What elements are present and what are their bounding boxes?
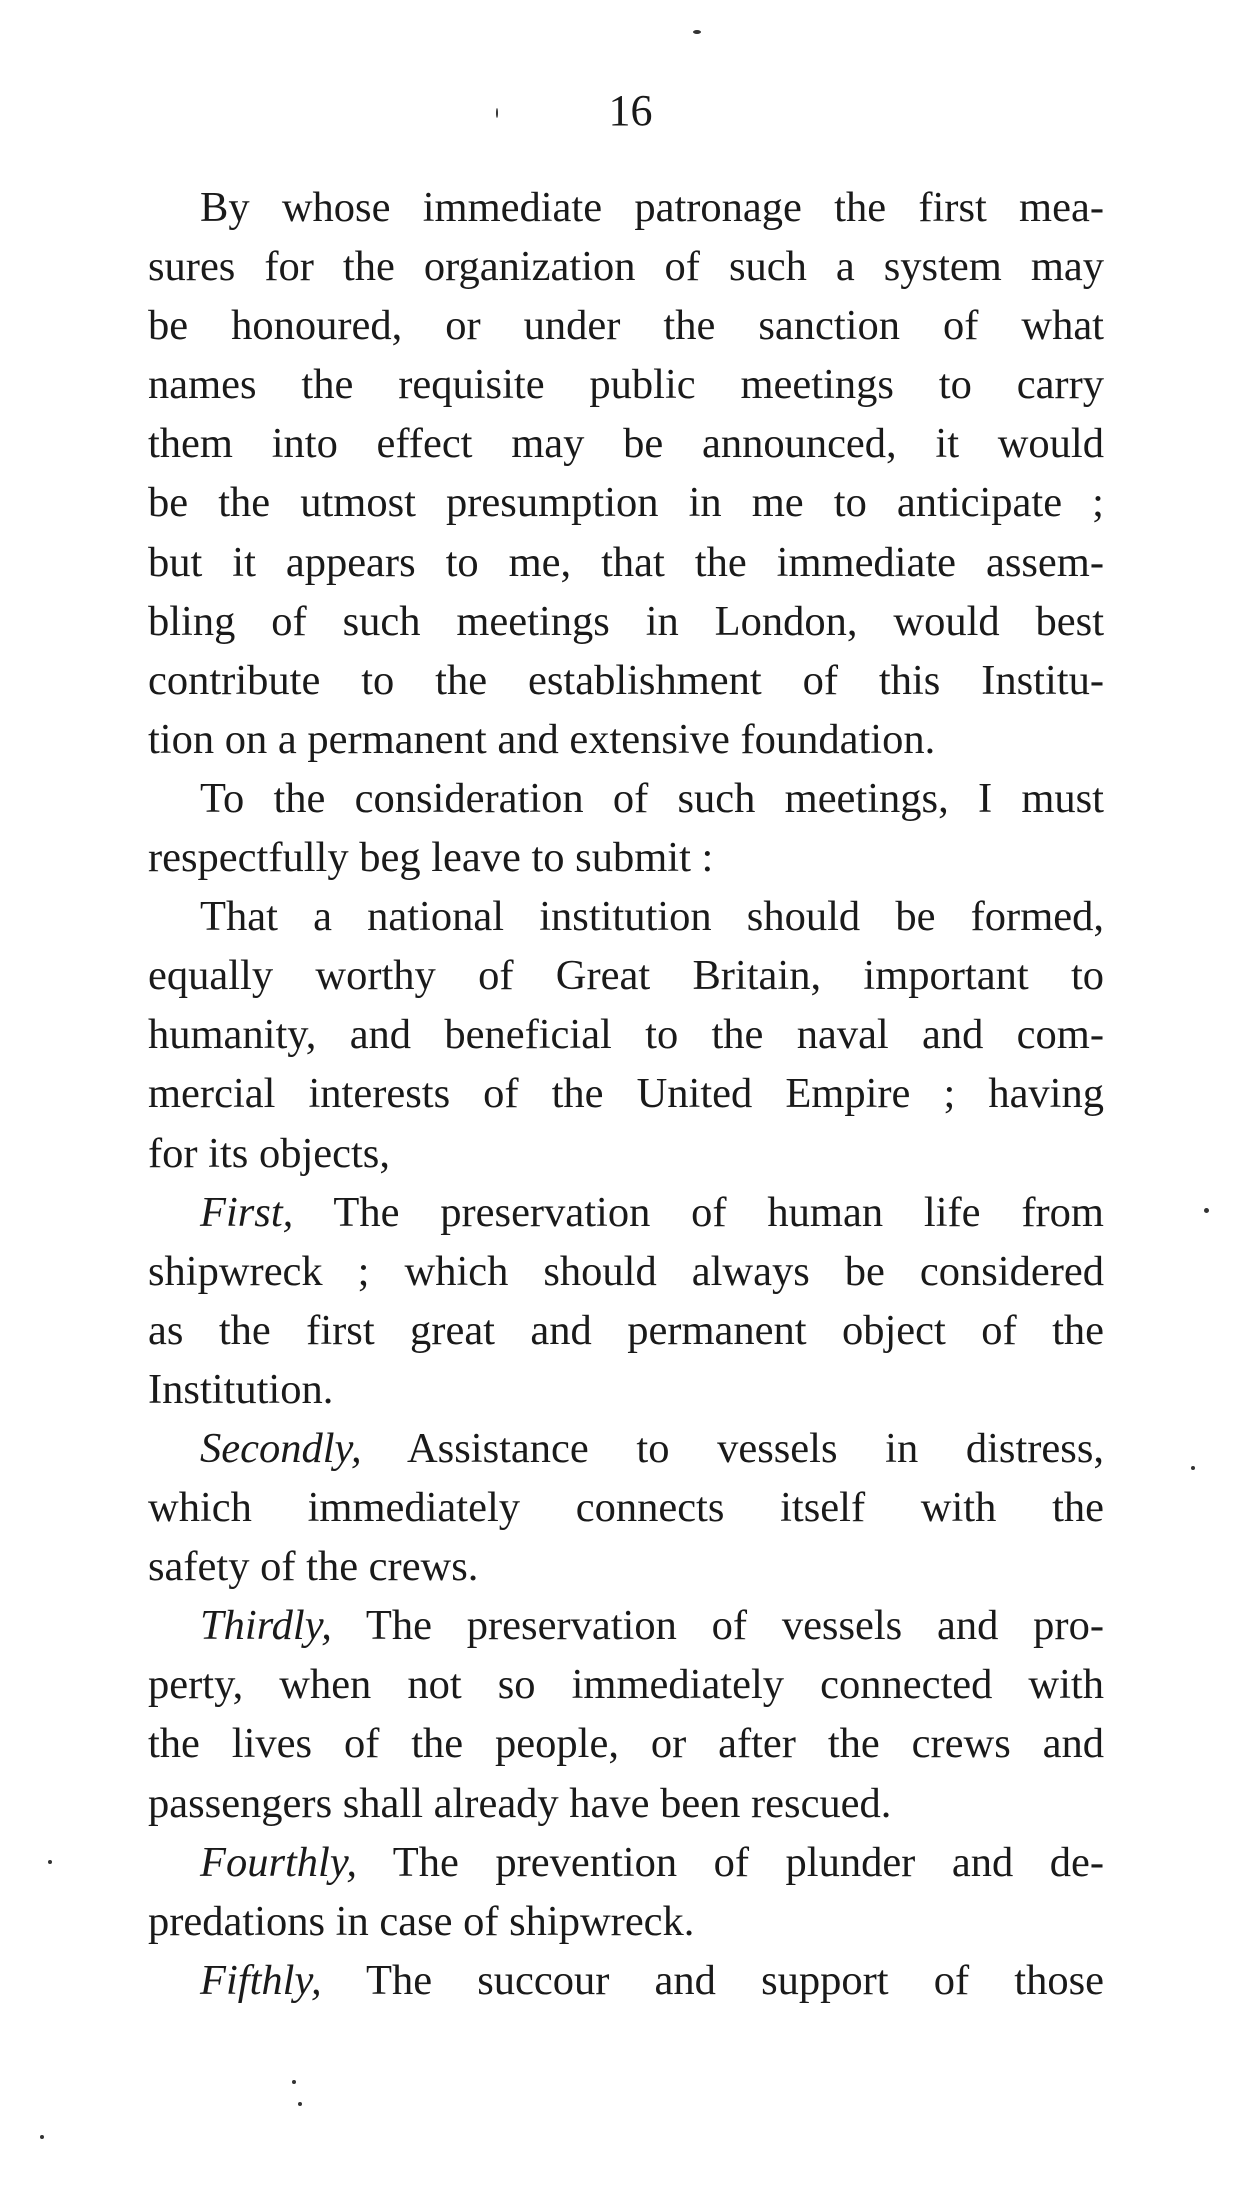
text-line: but it appears to me, that the immediate assem- bbox=[148, 538, 1104, 586]
text-line bbox=[148, 1951, 1104, 2010]
text-line bbox=[148, 1596, 1104, 1655]
text-line: Institution. bbox=[148, 1365, 334, 1413]
text-line: mercial interests of the United Empire ; having bbox=[148, 1070, 1104, 1118]
text-line: tion on a permanent and extensive foundation. bbox=[148, 715, 936, 763]
text-line: as the first great and permanent object of the bbox=[148, 1306, 1104, 1354]
text-line: safety of the crews. bbox=[148, 1543, 479, 1591]
text-line: That a national institution should be formed, bbox=[200, 893, 1104, 941]
text-line: passengers shall already have been rescued. bbox=[148, 1779, 892, 1827]
scan-speck bbox=[48, 1860, 52, 1864]
text-line: To the consideration of such meetings, I must bbox=[200, 774, 1104, 822]
text-line: shipwreck ; which should always be considered bbox=[148, 1247, 1104, 1295]
ordinal-label: Thirdly, bbox=[200, 1602, 332, 1650]
text-line: predations in case of shipwreck. bbox=[148, 1897, 695, 1945]
ordinal-label: Fourthly, bbox=[200, 1838, 358, 1886]
text-run: The preservation of vessels and pro- bbox=[331, 1602, 1104, 1650]
text-line: equally worthy of Great Britain, important to bbox=[148, 952, 1104, 1000]
text-line bbox=[148, 1833, 1104, 1892]
text-run: Assistance to vessels in distress, bbox=[361, 1424, 1104, 1472]
text-run: The prevention of plunder and de- bbox=[357, 1838, 1104, 1886]
scan-speck bbox=[40, 2135, 44, 2139]
scan-speck bbox=[298, 2102, 302, 2106]
paragraph-first bbox=[148, 1183, 1104, 1419]
page-number: 16 bbox=[608, 86, 653, 135]
text-line: humanity, and beneficial to the naval and com- bbox=[148, 1011, 1104, 1059]
paragraph-secondly bbox=[148, 1419, 1104, 1596]
ordinal-label: Fifthly, bbox=[200, 1956, 322, 2004]
text-line: be the utmost presumption in me to anticipate ; bbox=[148, 479, 1104, 527]
text-line: bling of such meetings in London, would best bbox=[148, 597, 1104, 645]
scan-speck bbox=[496, 108, 498, 118]
ordinal-label: First, bbox=[200, 1188, 294, 1236]
text-line: By whose immediate patronage the first mea- bbox=[200, 184, 1104, 231]
text-line: names the requisite public meetings to carry bbox=[148, 361, 1104, 409]
scan-speck bbox=[1191, 1466, 1195, 1470]
paragraph bbox=[148, 887, 1104, 1182]
text-line: which immediately connects itself with the bbox=[148, 1484, 1104, 1532]
text-line: them into effect may be announced, it would bbox=[148, 420, 1104, 468]
text-line bbox=[148, 1419, 1104, 1478]
body-text bbox=[148, 178, 1104, 2010]
text-line: perty, when not so immediately connected with bbox=[148, 1661, 1104, 1709]
scan-speck bbox=[292, 2080, 296, 2084]
paragraph-fifthly bbox=[148, 1951, 1104, 2010]
text-line: the lives of the people, or after the crews and bbox=[148, 1720, 1104, 1768]
text-run: The preservation of human life from bbox=[293, 1188, 1104, 1236]
text-line: sures for the organization of such a system may bbox=[148, 243, 1104, 291]
text-line: contribute to the establishment of this Institu- bbox=[148, 656, 1104, 704]
text-line: respectfully beg leave to submit : bbox=[148, 834, 714, 882]
paragraph bbox=[148, 178, 1104, 769]
text-run: The succour and support of those bbox=[321, 1956, 1104, 2004]
text-line bbox=[148, 1183, 1104, 1242]
scan-speck bbox=[693, 30, 701, 34]
scan-speck bbox=[1204, 1208, 1209, 1213]
paragraph-fourthly bbox=[148, 1833, 1104, 1951]
text-line: for its objects, bbox=[148, 1129, 390, 1177]
text-line: be honoured, or under the sanction of what bbox=[148, 302, 1104, 350]
paragraph-thirdly bbox=[148, 1596, 1104, 1832]
paragraph bbox=[148, 769, 1104, 887]
ordinal-label: Secondly, bbox=[200, 1424, 362, 1472]
